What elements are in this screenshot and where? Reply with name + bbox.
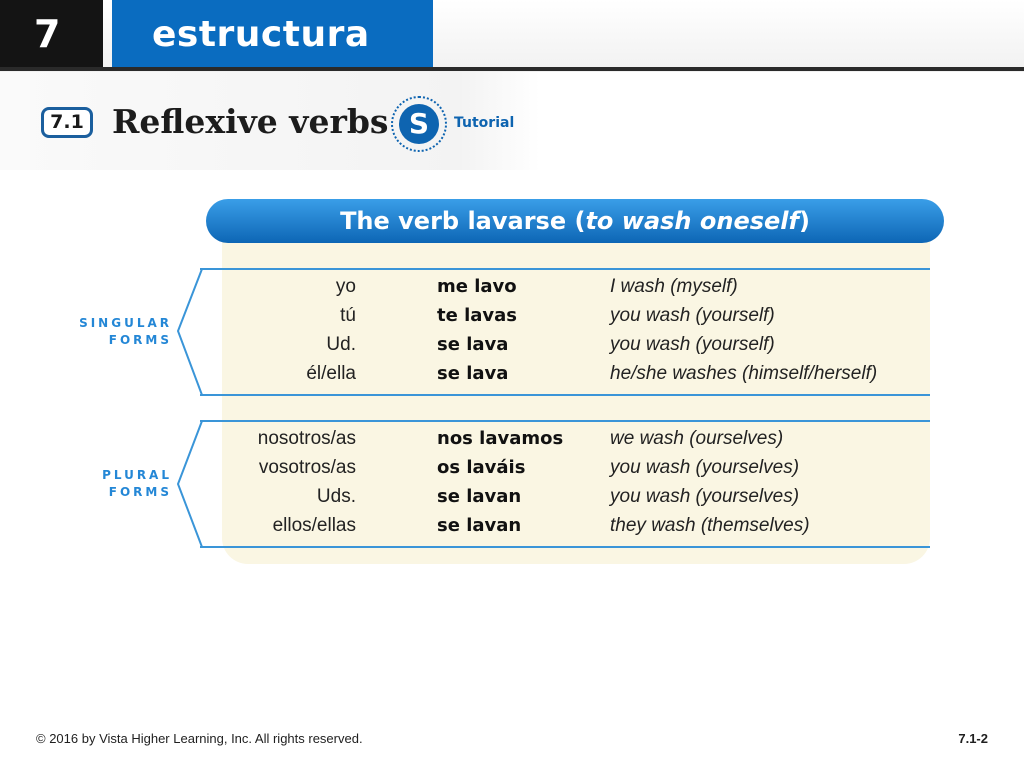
pronoun: Uds. [316, 486, 356, 507]
plural-bottom-rule [200, 546, 930, 548]
table-row [222, 359, 930, 388]
section-number-badge: 7.1 [41, 107, 93, 138]
tutorial-icon-letter: S [399, 104, 439, 144]
chapter-number: 7 [0, 0, 103, 68]
table-row [222, 301, 930, 330]
banner-close: ) [798, 207, 810, 235]
pronoun: yo [335, 276, 356, 297]
verb-form: os laváis [437, 457, 526, 478]
translation: you wash (yourself) [610, 305, 775, 326]
table-row [222, 330, 930, 359]
table-row [222, 272, 930, 301]
translation: they wash (themselves) [610, 515, 810, 536]
table-row [222, 482, 930, 511]
page-title: Reflexive verbs [112, 102, 389, 141]
table-row [222, 424, 930, 453]
header-divider [0, 67, 1024, 71]
banner-open: ( [566, 207, 586, 235]
section-name: estructura [112, 0, 433, 68]
pronoun: Ud. [326, 334, 356, 355]
pronoun: nosotros/as [257, 428, 356, 449]
pronoun: tú [340, 305, 356, 326]
translation: you wash (yourself) [610, 334, 775, 355]
plural-brace [178, 421, 202, 547]
singular-top-rule [200, 268, 930, 270]
verb-form: se lavan [437, 486, 522, 507]
verb-form: me lavo [437, 276, 517, 297]
verb-form: se lava [437, 334, 509, 355]
pronoun: vosotros/as [258, 457, 356, 478]
group-braces [170, 266, 210, 550]
banner-meaning: to wash oneself [585, 207, 799, 235]
pronoun: él/ella [306, 363, 356, 384]
table-row [222, 453, 930, 482]
table-row [222, 511, 930, 540]
pronoun: ellos/ellas [272, 515, 356, 536]
tutorial-icon[interactable] [391, 96, 447, 152]
singular-forms-label: SINGULAR FORMS [79, 316, 172, 347]
verb-form: nos lavamos [437, 428, 564, 449]
table-banner [206, 199, 944, 243]
verb-form: se lava [437, 363, 509, 384]
tutorial-link[interactable]: Tutorial [454, 115, 515, 131]
banner-prefix: The verb [340, 207, 468, 235]
plural-top-rule [200, 420, 930, 422]
plural-forms-label: PLURAL FORMS [102, 468, 172, 499]
translation: I wash (myself) [610, 276, 738, 297]
singular-brace [178, 269, 202, 395]
slide-number: 7.1-2 [958, 731, 988, 746]
singular-bottom-rule [200, 394, 930, 396]
verb-form: se lavan [437, 515, 522, 536]
translation: we wash (ourselves) [610, 428, 784, 449]
banner-verb: lavarse [467, 207, 567, 235]
copyright-notice: © 2016 by Vista Higher Learning, Inc. All rights reserved. [36, 731, 363, 746]
translation: you wash (yourselves) [610, 457, 800, 478]
translation: you wash (yourselves) [610, 486, 800, 507]
translation: he/she washes (himself/herself) [610, 363, 878, 384]
verb-form: te lavas [437, 305, 517, 326]
